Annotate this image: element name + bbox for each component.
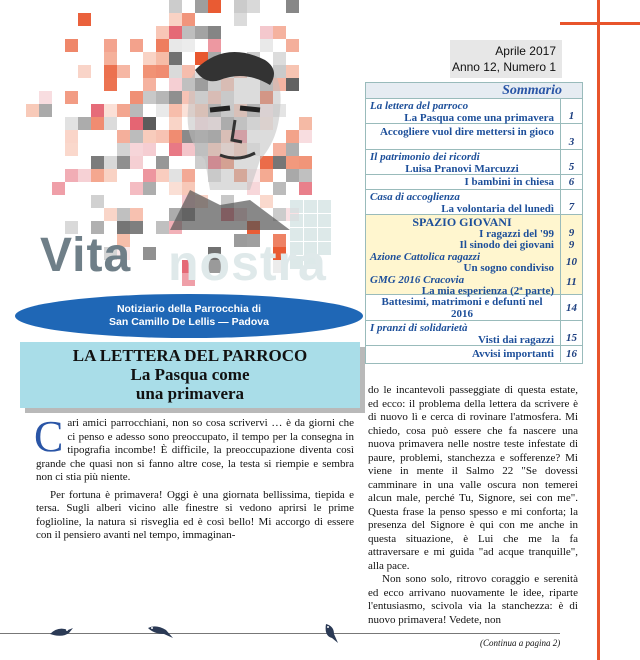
toc-item: Luisa Pranovi Marcuzzi — [405, 162, 519, 175]
toc-page: 15 — [560, 321, 582, 345]
cross-horizontal-line — [560, 22, 640, 25]
mosaic-square — [26, 104, 39, 117]
masthead-vita: Vita — [40, 229, 132, 282]
mosaic-square — [234, 13, 247, 26]
toc-category: La lettera del parroco — [370, 100, 469, 112]
mosaic-square — [260, 26, 273, 39]
swallow-bird-icon — [146, 622, 174, 640]
spazio-giovani-section — [366, 215, 582, 295]
mosaic-square — [117, 104, 130, 117]
mosaic-square — [65, 91, 78, 104]
drop-cap: C — [34, 412, 64, 461]
mosaic-square — [318, 214, 331, 227]
mosaic-square — [130, 182, 143, 195]
mosaic-square — [130, 117, 143, 130]
mosaic-square — [104, 208, 117, 221]
mosaic-square — [78, 13, 91, 26]
mosaic-square — [286, 0, 299, 13]
mosaic-square — [65, 143, 78, 156]
swallow-bird-icon — [48, 624, 74, 640]
issue-date: Aprile 2017 — [495, 44, 556, 58]
mosaic-square — [182, 26, 195, 39]
mosaic-square — [299, 117, 312, 130]
mosaic-square — [117, 156, 130, 169]
toc-page: 9 — [568, 227, 575, 239]
toc-item[interactable]: Un sogno condiviso — [463, 262, 554, 274]
mosaic-square — [130, 221, 143, 234]
toc-category: GMG 2016 Cracovia — [370, 273, 465, 286]
toc-category: Il patrimonio dei ricordi — [370, 151, 480, 163]
toc-row[interactable] — [366, 124, 582, 150]
mosaic-square — [91, 117, 104, 130]
mosaic-square — [299, 130, 312, 143]
mosaic-square — [169, 0, 182, 13]
mosaic-square — [130, 130, 143, 143]
toc-row[interactable] — [366, 346, 582, 362]
mosaic-square — [65, 130, 78, 143]
mosaic-square — [299, 182, 312, 195]
toc-page: 14 — [560, 295, 582, 320]
toc-page: 1 — [560, 99, 582, 123]
toc-item[interactable]: I ragazzi del '99 — [479, 227, 554, 240]
toc-item: Accogliere vuol dire mettersi in gioco — [379, 126, 554, 138]
headline-title-1: La Pasqua come — [130, 365, 250, 384]
mosaic-square — [104, 104, 117, 117]
mosaic-square — [104, 169, 117, 182]
mosaic-square — [91, 169, 104, 182]
toc-row[interactable] — [366, 321, 582, 346]
mosaic-square — [143, 247, 156, 260]
article-paragraph: do le incantevoli passeggiate di questa estate, ed ecco: il problema della lettera da scrivere è di nuovo lì e cerca di rovinare l'atmosfera. Mi chiedo, cosa può essere che fa nascere una nuova primavera nelle nostre teste infestate di paure, problemi, stanchezza e sofferenze? Mi viene in mente il Salmo 22 "Se dovessi camminare in una valle oscura non temerei alcun male, perché Tu, Signore, sei con me". Questa frase la penso spesso e mi conforta; la presenza del Signore è qui con me anche in questa situazione, è Lui che me la fa attraversare e mi guida "ad acque tranquille", alla pace. — [368, 384, 578, 572]
mosaic-square — [299, 156, 312, 169]
mosaic-square — [156, 26, 169, 39]
mosaic-square — [304, 214, 317, 227]
toc-page: 16 — [560, 346, 582, 362]
toc-page: 5 — [560, 150, 582, 174]
mosaic-square — [65, 169, 78, 182]
mosaic-square — [117, 208, 130, 221]
toc-item: La Pasqua come una primavera — [404, 111, 554, 124]
mosaic-square — [130, 156, 143, 169]
mosaic-square — [130, 143, 143, 156]
headline-box — [20, 342, 360, 408]
mosaic-square — [104, 78, 117, 91]
parish-oval-banner — [15, 294, 363, 338]
toc-page: 3 — [560, 124, 582, 149]
mosaic-square — [91, 156, 104, 169]
mosaic-portrait-icon — [150, 40, 300, 230]
mosaic-square — [299, 169, 312, 182]
mosaic-square — [273, 26, 286, 39]
mosaic-square — [130, 208, 143, 221]
wire-line — [0, 633, 560, 634]
toc-row[interactable] — [366, 175, 582, 190]
masthead-nostra: nostra — [168, 235, 327, 291]
mosaic-square — [78, 117, 91, 130]
toc-page: 9 — [568, 238, 575, 251]
spazio-giovani-title: SPAZIO GIOVANI — [412, 215, 512, 229]
article-paragraph: Non sono solo, ritrovo coraggio e serenità ed ecco arrivano nuovamente le idee, riparte l'entusiasmo, scivola via la stanchezza: è di nuovo primavera! Vedete, non — [368, 573, 578, 626]
article-paragraph: ari amici parrocchiani, non so cosa scrivervi … è da giorni che ci penso e adesso sono preoccupato, il tempo per la consegna in tipografia incombe! È difficile, la preoccupazione diventa così grande che quasi non si fanno altre cose, la testa si riempie e sembra non ci stia più niente. — [36, 417, 354, 483]
toc-item: Visti dai ragazzi — [478, 333, 554, 346]
mosaic-square — [65, 39, 78, 52]
mosaic-square — [304, 200, 317, 213]
mosaic-square — [91, 104, 104, 117]
mosaic-square — [117, 65, 130, 78]
article-column-2 — [368, 384, 578, 627]
mosaic-square — [39, 91, 52, 104]
toc-page: 11 — [566, 275, 577, 288]
mosaic-square — [65, 117, 78, 130]
mosaic-square — [208, 26, 221, 39]
toc-row[interactable] — [366, 190, 582, 215]
mosaic-square — [195, 26, 208, 39]
mosaic-square — [104, 65, 117, 78]
issue-box — [450, 40, 562, 78]
continued-note: (Continua a pagina 2) — [480, 638, 561, 648]
oval-line-1: Notiziario della Parrocchia di — [116, 303, 262, 315]
mosaic-square — [117, 143, 130, 156]
toc-item: La volontaria del lunedì — [441, 202, 554, 215]
mosaic-square — [130, 39, 143, 52]
issue-number: Anno 12, Numero 1 — [451, 60, 556, 74]
toc-item[interactable]: Il sinodo dei giovani — [459, 239, 554, 251]
toc-page: 6 — [560, 175, 582, 189]
mosaic-square — [169, 13, 182, 26]
toc-category: I pranzi di solidarietà — [370, 322, 468, 334]
toc-item[interactable]: La mia esperienza (2ª parte) — [421, 285, 554, 297]
mosaic-square — [52, 182, 65, 195]
mosaic-square — [117, 130, 130, 143]
sommario-box — [365, 82, 583, 364]
toc-category: Casa di accoglienza — [370, 191, 460, 203]
headline-kicker: LA LETTERA DEL PARROCO — [72, 346, 308, 365]
mosaic-square — [104, 117, 117, 130]
toc-page: 7 — [560, 190, 582, 214]
sommario-title: Sommario — [366, 83, 582, 99]
toc-item: Avvisi importanti — [472, 348, 554, 360]
toc-category: Azione Cattolica ragazzi — [370, 250, 481, 263]
oval-line-2: San Camillo De Lellis — Padova — [109, 316, 269, 328]
toc-page: 10 — [566, 256, 577, 268]
article-column-1 — [34, 412, 354, 543]
cross-vertical-line — [597, 0, 600, 660]
mosaic-square — [78, 65, 91, 78]
toc-item: I bambini in chiesa — [464, 176, 554, 188]
mosaic-square — [104, 52, 117, 65]
mosaic-square — [234, 0, 247, 13]
mosaic-square — [318, 200, 331, 213]
mosaic-square — [182, 13, 195, 26]
mosaic-square — [169, 26, 182, 39]
mosaic-square — [195, 0, 208, 13]
mosaic-square — [247, 0, 260, 13]
headline-title-2: una primavera — [135, 384, 245, 403]
mosaic-square — [130, 91, 143, 104]
mosaic-square — [104, 39, 117, 52]
mosaic-square — [208, 0, 221, 13]
mosaic-square — [39, 104, 52, 117]
article-paragraph: Per fortuna è primavera! Oggi è una giornata bellissima, tiepida e tersa. Sugli alberi vicino alle finestre si vedono aprirsi le prime foglioline, la natura si risveglia ed è così bello! Mi accorgo di essere con il pensiero avanti nel tempo, immaginan- — [36, 488, 354, 541]
mosaic-square — [91, 195, 104, 208]
swallow-bird-icon — [320, 622, 348, 644]
mosaic-square — [104, 156, 117, 169]
mosaic-square — [130, 104, 143, 117]
toc-row[interactable] — [366, 99, 582, 124]
toc-row[interactable] — [366, 150, 582, 175]
toc-row[interactable] — [366, 295, 582, 321]
mosaic-square — [78, 169, 91, 182]
toc-item: Battesimi, matrimoni e defunti nel 2016 — [381, 296, 543, 320]
